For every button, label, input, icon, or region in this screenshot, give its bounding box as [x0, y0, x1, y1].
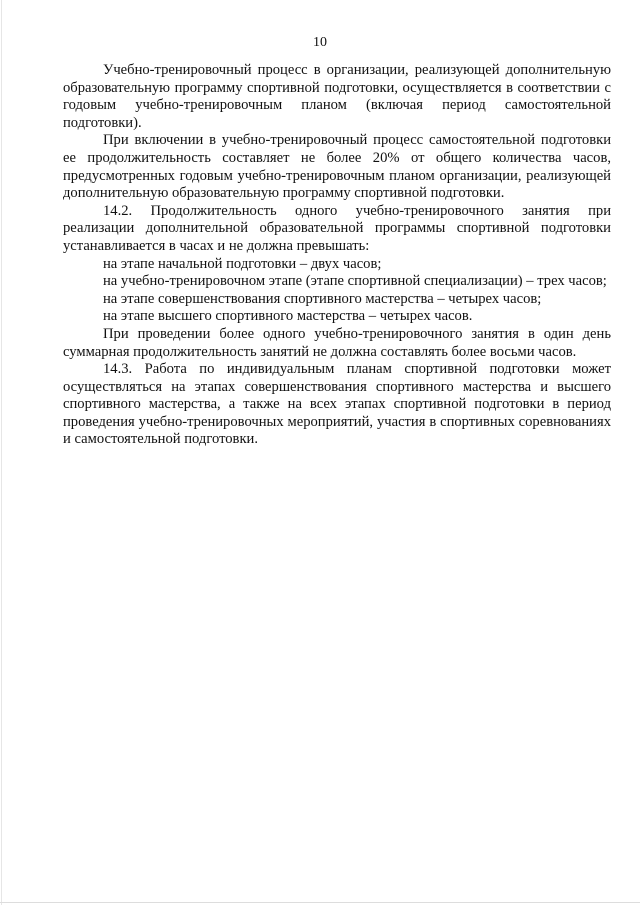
paragraph-14-2: 14.2. Продолжительность одного учебно-тренировочного занятия при реализации дополнительной образовательной программы спортивной подготовки устанавливается в часах и не должна превышать: [63, 202, 611, 254]
list-item-initial-stage: на этапе начальной подготовки – двух часов; [103, 255, 382, 272]
document-body [63, 62, 611, 449]
paragraph-training-process: Учебно-тренировочный процесс в организации, реализующей дополнительную образовательную программу спортивной подготовки, осуществляется в соответствии с годовым учебно-тренировочным планом (включая период самостоятельной подготовки). [63, 62, 611, 131]
paragraph-14-3: 14.3. Работа по индивидуальным планам спортивной подготовки может осуществляться на этапах совершенствования спортивного мастерства и высшего спортивного мастерства, а также на всех этапах спортивной подготовки в период проведения учебно-тренировочных мероприятий, участия в спортивных соревнованиях и самостоятельной подготовки. [63, 361, 611, 448]
page-number: 10 [313, 35, 327, 50]
list-item-improvement-stage: на этапе совершенствования спортивного мастерства – четырех часов; [103, 290, 542, 307]
scan-edge-bottom [0, 902, 640, 903]
paragraph-self-preparation: При включении в учебно-тренировочный процесс самостоятельной подготовки ее продолжительность составляет не более 20% от общего количества часов, предусмотренных годовым учебно-тренировочным планом организации, реализующей дополнительную образовательную программу спортивной подготовки. [63, 132, 611, 202]
scan-edge-left [1, 0, 2, 905]
paragraph-multiple-sessions: При проведении более одного учебно-тренировочного занятия в один день суммарная продолжительность занятий не должна составлять более восьми часов. [63, 325, 611, 360]
list-item-higher-mastery-stage: на этапе высшего спортивного мастерства – четырех часов. [103, 308, 473, 325]
list-item-training-stage: на учебно-тренировочном этапе (этапе спортивной специализации) – трех часов; [103, 273, 607, 290]
